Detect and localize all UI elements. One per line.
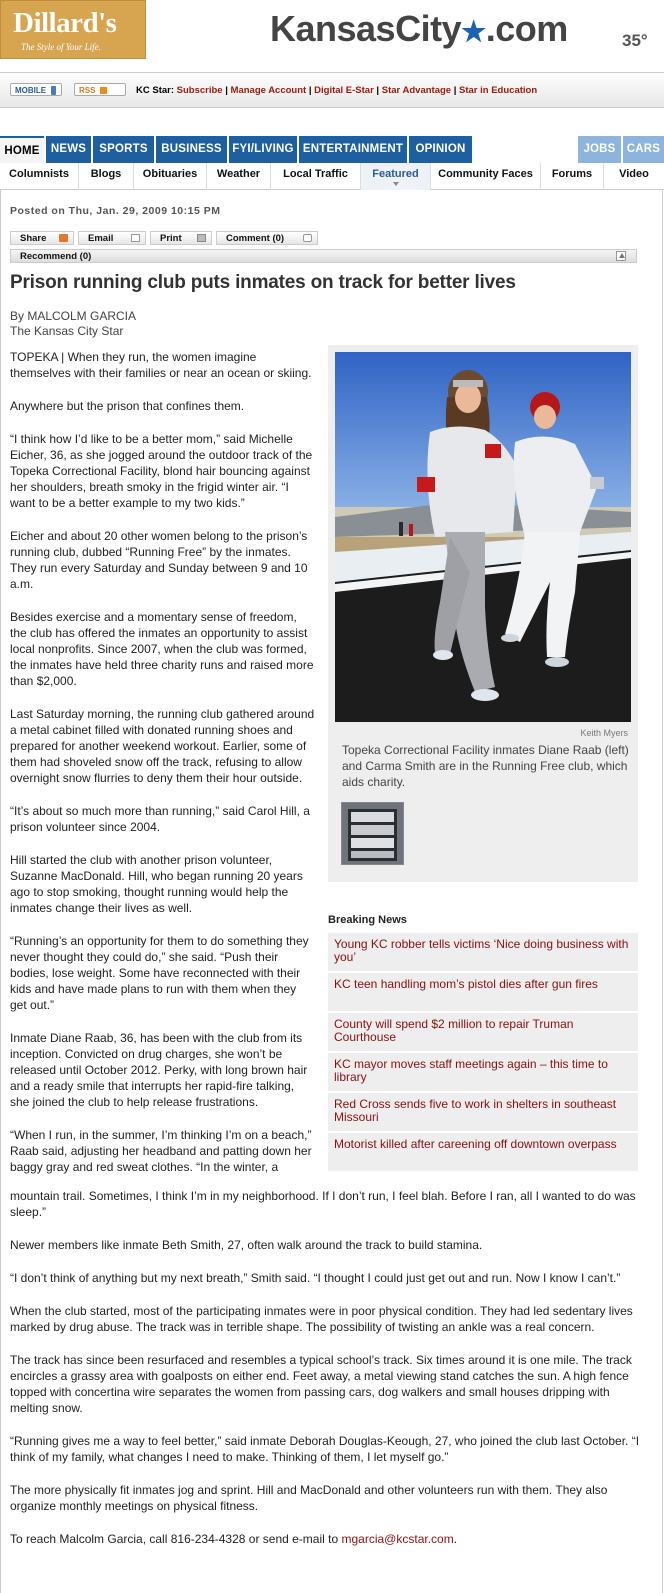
link-star-in-education[interactable]: Star in Education bbox=[459, 85, 538, 96]
headline: Prison running club puts inmates on track for better lives bbox=[10, 272, 516, 293]
paragraph: “I think how I’d like to be a better mom,” said Michelle Eicher, 36, as she jogged around the outdoor track of the Topeka Correctional Facility, blond hair bouncing against her shoulders, breath smoky in the frigid winter air. “I want to be a better example to my two kids.” bbox=[10, 432, 313, 510]
subtab-community-faces[interactable]: Community Faces bbox=[431, 163, 541, 190]
kc-star-label: KC Star: bbox=[136, 85, 175, 96]
print-button[interactable] bbox=[150, 231, 212, 245]
speech-bubble-icon bbox=[303, 234, 312, 242]
paragraph: Newer members like inmate Beth Smith, 27, often walk around the track to build stamina. bbox=[10, 1238, 483, 1252]
paragraph: When the club started, most of the participating inmates were in poor physical condition. They had led sedentary lives marked by drug abuse. The track was in terrible shape. The possibility of twisting an ankle was a real concern. bbox=[10, 1304, 633, 1334]
tab-entertainment[interactable]: ENTERTAINMENT bbox=[299, 136, 407, 163]
rss-button[interactable] bbox=[74, 83, 126, 96]
byline bbox=[10, 309, 136, 339]
subtab-forums[interactable]: Forums bbox=[541, 163, 604, 190]
paragraph: mountain trail. Sometimes, I think I’m in my neighborhood. If I don’t run, I feel blah. Before I ran, all I wanted to do was sleep.” bbox=[10, 1189, 636, 1219]
star-icon: ★ bbox=[461, 16, 486, 47]
envelope-icon bbox=[131, 234, 140, 242]
site-logo[interactable] bbox=[270, 8, 568, 50]
paragraph: Besides exercise and a momentary sense of freedom, the club has offered the inmates an opportunity to assist local nonprofits. Since 2007, when the club was formed, the inmates have held three charity runs and raised more than $2,000. bbox=[10, 610, 314, 688]
paragraph: Eicher and about 20 other women belong to the prison’s running club, dubbed “Running Free” by the inmates. They run every Saturday and Sunday between 9 and 10 a.m. bbox=[10, 529, 308, 591]
paragraph: Last Saturday morning, the running club gathered around a metal cabinet filled with donated running shoes and prepared for another weekend workout. Earlier, some of them had shoveled snow off the track, refusing to allow overnight snow flurries to deny them their hour outside. bbox=[10, 707, 315, 785]
subtab-obituaries[interactable]: Obituaries bbox=[134, 163, 207, 190]
subtab-weather[interactable]: Weather bbox=[207, 163, 271, 190]
tab-business[interactable]: BUSINESS bbox=[156, 136, 227, 163]
paragraph: The track has since been resurfaced and resembles a typical school’s track. Six times around it is one mile. The track encircles a grassy area with goalposts on either end. Feet away, a metal viewing stand catches the sun. A high fence topped with concertina wire separates the women from passing cars, dog walkers and small houses dripping with melting snow. bbox=[10, 1353, 632, 1415]
source: The Kansas City Star bbox=[10, 324, 124, 338]
subtab-featured-label: Featured bbox=[372, 168, 419, 180]
photo-thumbnail[interactable] bbox=[341, 802, 404, 865]
print-label: Print bbox=[160, 233, 182, 244]
breaking-news-list bbox=[328, 933, 638, 1173]
breaking-news-item[interactable]: County will spend $2 million to repair Truman Courthouse bbox=[328, 1013, 638, 1053]
top-banner bbox=[0, 0, 664, 62]
photo-credit: Keith Myers bbox=[580, 728, 628, 738]
article-photo[interactable] bbox=[335, 352, 631, 722]
article-body-column bbox=[10, 349, 316, 1192]
page-border-left bbox=[0, 190, 1, 1593]
plus-icon bbox=[59, 234, 68, 242]
email-button[interactable] bbox=[78, 231, 146, 245]
author: By MALCOLM GARCIA bbox=[10, 309, 137, 323]
recommend-button[interactable]: Recommend (0) bbox=[20, 251, 92, 262]
paragraph: Hill started the club with another prison volunteer, Suzanne MacDonald. Hill, who began running 20 years ago to stop smoking, thought running would help the inmates change their lives as well. bbox=[10, 853, 303, 915]
link-digital-estar[interactable]: Digital E-Star bbox=[314, 85, 374, 96]
utility-bar bbox=[0, 72, 664, 108]
main-nav bbox=[0, 136, 664, 163]
page-border-right bbox=[662, 190, 663, 1593]
subtab-video[interactable]: Video bbox=[619, 168, 649, 180]
tab-fyi-living[interactable]: FYI/LIVING bbox=[229, 136, 297, 163]
posted-date: Posted on Thu, Jan. 29, 2009 10:15 PM bbox=[10, 205, 221, 217]
subtab-columnists[interactable]: Columnists bbox=[0, 163, 79, 190]
link-manage-account[interactable]: Manage Account bbox=[230, 85, 307, 96]
email-link[interactable]: mgarcia@kcstar.com bbox=[341, 1532, 454, 1546]
comment-label: Comment (0) bbox=[226, 233, 285, 244]
link-star-advantage[interactable]: Star Advantage bbox=[381, 85, 452, 96]
recommend-bar bbox=[10, 249, 637, 263]
sub-nav bbox=[0, 163, 664, 190]
temperature: 35° bbox=[622, 31, 648, 50]
link-subscribe[interactable]: Subscribe bbox=[176, 85, 223, 96]
share-label: Share bbox=[20, 233, 47, 244]
contact-end: . bbox=[453, 1532, 458, 1546]
photo-box bbox=[328, 345, 638, 882]
paragraph: The more physically fit inmates jog and sprint. Hill and MacDonald and other volunteers run with them. They also organize monthly meetings on physical fitness. bbox=[10, 1483, 608, 1513]
kc-star-links: KC Star: Subscribe | Manage Account | Digital E-Star | Star Advantage | Star in Education bbox=[136, 85, 538, 96]
comment-button[interactable] bbox=[216, 231, 318, 245]
contact-line bbox=[10, 1531, 646, 1547]
mobile-label: MOBILE bbox=[15, 86, 47, 95]
breaking-news-title: Breaking News bbox=[328, 914, 407, 926]
rss-label: RSS bbox=[79, 86, 96, 95]
ad-tagline: The Style of Your Life. bbox=[21, 42, 101, 52]
paragraph: TOPEKA | When they run, the women imagine themselves with their families or near an ocean or skiing. bbox=[10, 350, 312, 380]
share-button[interactable] bbox=[10, 231, 74, 245]
tab-cars[interactable]: CARS bbox=[623, 136, 664, 163]
runners-photo bbox=[335, 352, 631, 722]
paragraph: “When I run, in the summer, I’m thinking I’m on a beach,” Raab said, adjusting her headband and patting down her baggy gray and red sweat clothes. “In the winter, a bbox=[10, 1128, 312, 1174]
paragraph: Anywhere but the prison that confines them. bbox=[10, 399, 245, 413]
paragraph: “Running gives me a way to feel better,” said inmate Deborah Douglas-Keough, 27, who joined the club last October. “I think of my family, what changes I need to make. Thinking of them, I let myself go.” bbox=[10, 1434, 640, 1464]
paragraph: Inmate Diane Raab, 36, has been with the club from its inception. Convicted on drug charges, she won’t be released until October 2012. Perky, with long brown hair and a ready smile that interrupts her rapid-fire talking, she joined the club to help release frustrations. bbox=[10, 1031, 308, 1109]
paragraph: “It’s about so much more than running,” said Carol Hill, a prison volunteer since 2004. bbox=[10, 804, 310, 834]
tab-home[interactable]: HOME bbox=[0, 136, 44, 163]
site-tld: .com bbox=[485, 8, 568, 49]
site-name: KansasCity bbox=[270, 8, 462, 49]
rss-icon bbox=[100, 87, 107, 94]
email-label: Email bbox=[88, 233, 114, 244]
contact-text: To reach Malcolm Garcia, call 816-234-4328 or send e-mail to bbox=[10, 1532, 342, 1546]
breaking-news-item[interactable]: KC teen handling mom’s pistol dies after gun fires bbox=[328, 973, 638, 1013]
subtab-featured[interactable] bbox=[361, 163, 431, 190]
thumbs-up-icon[interactable] bbox=[616, 251, 626, 261]
dillards-ad[interactable] bbox=[0, 0, 146, 59]
tab-opinion[interactable]: OPINION bbox=[409, 136, 472, 163]
printer-icon bbox=[197, 234, 206, 242]
tab-jobs[interactable]: JOBS bbox=[578, 136, 621, 163]
ad-brand: Dillard's bbox=[13, 7, 117, 39]
subtab-blogs[interactable]: Blogs bbox=[79, 163, 134, 190]
shoe-cabinet-thumbnail bbox=[342, 803, 403, 864]
breaking-news-item[interactable]: Red Cross sends five to work in shelters in southeast Missouri bbox=[328, 1093, 638, 1133]
breaking-news-item[interactable]: Motorist killed after careening off downtown overpass bbox=[328, 1133, 638, 1173]
article-body-full bbox=[10, 1188, 646, 1564]
tab-news[interactable]: NEWS bbox=[46, 136, 91, 163]
subtab-local-traffic[interactable]: Local Traffic bbox=[271, 163, 361, 190]
tab-sports[interactable]: SPORTS bbox=[93, 136, 154, 163]
photo-caption: Topeka Correctional Facility inmates Diane Raab (left) and Carma Smith are in the Running Free club, which aids charity. bbox=[342, 743, 629, 789]
breaking-news-item[interactable]: KC mayor moves staff meetings again – this time to library bbox=[328, 1053, 638, 1093]
mobile-button[interactable] bbox=[10, 83, 62, 96]
paragraph: “I don’t think of anything but my next breath,” Smith said. “I thought I could just get out and run. Now I know I can’t.” bbox=[10, 1271, 621, 1285]
caret-down-icon bbox=[393, 182, 399, 186]
paragraph: “Running’s an opportunity for them to do something they never thought they could do,” she said. “Push their bodies, lose weight. Some have reconnected with their kids and have made plans to run with them when they get out.” bbox=[10, 934, 309, 1012]
breaking-news-item[interactable]: Young KC robber tells victims ‘Nice doing business with you’ bbox=[328, 933, 638, 973]
phone-icon bbox=[51, 86, 56, 95]
